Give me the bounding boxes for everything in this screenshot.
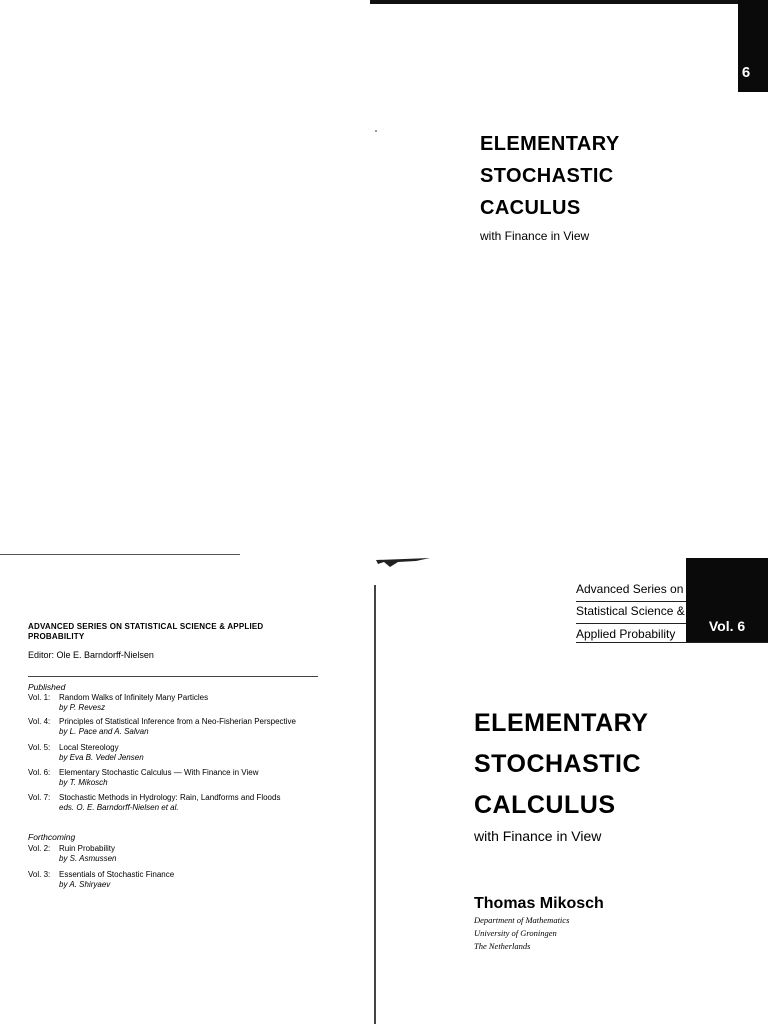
series-line-3: Applied Probability [576,627,676,641]
volume-author: by L. Pace and A. Salvan [59,727,149,736]
volume-number: Vol. 7: [28,793,51,802]
volume-number: Vol. 5: [28,743,51,752]
half-title-line-1: ELEMENTARY [480,133,620,155]
volume-author: by S. Asmussen [59,854,117,863]
volume-author: by P. Revesz [59,703,106,712]
book-gutter [374,585,376,1024]
affiliation-line-2: University of Groningen [474,928,557,938]
volume-number: Vol. 2: [28,844,51,853]
page-divider [0,554,240,555]
volume-title: Essentials of Stochastic Finance [59,870,175,879]
list-rule [28,676,318,677]
volume-author: by T. Mikosch [59,778,108,787]
book-title-line-3: CALCULUS [474,791,616,819]
scan-smudge [376,558,430,568]
volume-number: Vol. 1: [28,693,51,702]
volume-number: Vol. 6: [28,768,51,777]
affiliation-line-1: Department of Mathematics [474,915,570,925]
author-name: Thomas Mikosch [474,895,604,912]
series-underline [576,623,686,624]
book-title-line-2: STOCHASTIC [474,750,642,778]
volume-author: eds. O. E. Barndorff-Nielsen et al. [59,803,179,812]
book-title-line-1: ELEMENTARY [474,709,649,737]
volume-badge: Vol. 6 [708,618,746,634]
volume-title: Stochastic Methods in Hydrology: Rain, Landforms and Floods [59,793,281,802]
forthcoming-label: Forthcoming [28,832,76,842]
volume-title: Local Stereology [59,743,119,752]
volume-number: Vol. 4: [28,717,51,726]
series-underline [576,601,686,602]
volume-author: by Eva B. Vedel Jensen [59,753,144,762]
volume-title: Random Walks of Infinitely Many Particles [59,693,209,702]
volume-number: Vol. 3: [28,870,51,879]
top-rule [370,0,768,4]
series-line-2: Statistical Science & [576,604,685,618]
volume-title: Principles of Statistical Inference from a Neo-Fisherian Perspective [59,717,296,726]
series-underline [576,642,768,643]
affiliation-line-3: The Netherlands [474,941,531,951]
half-title-subtitle: with Finance in View [480,229,590,243]
series-heading: ADVANCED SERIES ON STATISTICAL SCIENCE & APPLIED PROBABILITY [28,622,264,641]
page-speck [375,130,377,132]
series-editor: Editor: Ole E. Barndorff-Nielsen [28,650,154,660]
volume-title: Ruin Probability [59,844,116,853]
volume-author: by A. Shiryaev [59,880,111,889]
published-label: Published [28,682,66,692]
half-title-line-3: CACULUS [480,197,581,219]
half-title-line-2: STOCHASTIC [480,165,614,187]
volume-title: Elementary Stochastic Calculus — With Finance in View [59,768,259,777]
series-line-1: Advanced Series on [576,582,684,596]
volume-tab-number: 6 [741,64,751,81]
book-subtitle: with Finance in View [474,828,602,844]
